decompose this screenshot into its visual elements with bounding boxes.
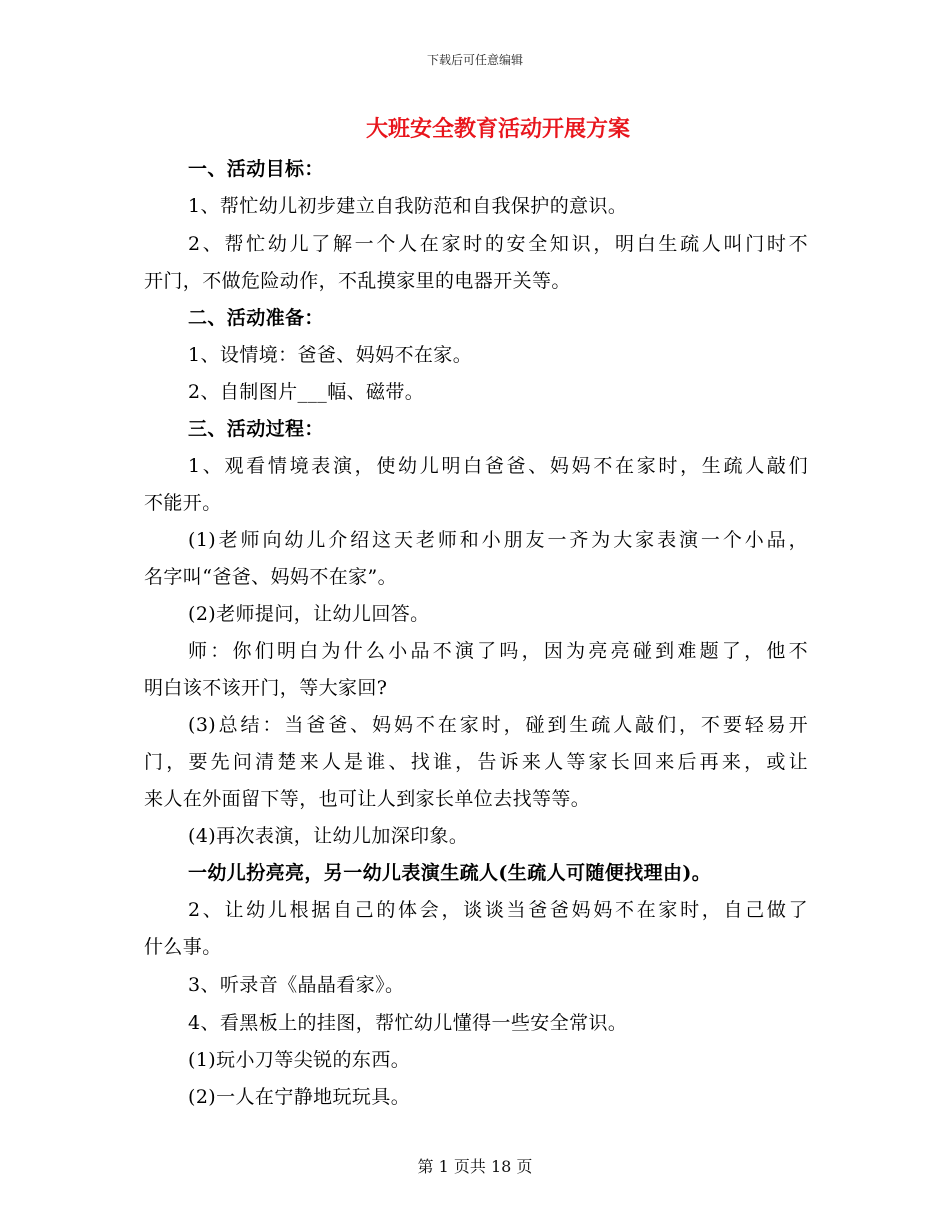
paragraph-line: 开门，不做危险动作，不乱摸家里的电器开关等。 — [144, 270, 571, 292]
paragraph-line: 1、观看情境表演，使幼儿明白爸爸、妈妈不在家时，生疏人敲们 — [188, 455, 808, 477]
paragraph-line: 3、听录音《晶晶看家》。 — [188, 974, 405, 996]
paragraph-line: (1)玩小刀等尖锐的东西。 — [188, 1049, 411, 1071]
paragraph-line: 2、自制图片___幅、磁带。 — [188, 381, 425, 403]
paragraph-line: 2、让幼儿根据自己的体会，谈谈当爸爸妈妈不在家时，自己做了 — [188, 899, 808, 921]
paragraph-line: (3)总结：当爸爸、妈妈不在家时，碰到生疏人敲们，不要轻易开 — [188, 714, 808, 736]
paragraph-line: 1、帮忙幼儿初步建立自我防范和自我保护的意识。 — [188, 195, 628, 217]
paragraph-line: 名字叫“爸爸、妈妈不在家”。 — [144, 566, 398, 588]
paragraph-line: 师：你们明白为什么小品不演了吗，因为亮亮碰到难题了，他不 — [188, 640, 808, 662]
paragraph-line: 4、看黑板上的挂图，帮忙幼儿懂得一些安全常识。 — [188, 1012, 628, 1034]
paragraph-line: 1、设情境：爸爸、妈妈不在家。 — [188, 344, 473, 366]
page-header-note: 下载后可任意编辑 — [426, 53, 523, 67]
section-heading-goals: 一、活动目标： — [188, 158, 324, 180]
paragraph-line: (2)老师提问，让幼儿回答。 — [188, 603, 430, 625]
paragraph-line-bold: 一幼儿扮亮亮，另一幼儿表演生疏人(生疏人可随便找理由)。 — [188, 862, 712, 884]
paragraph-line: 来人在外面留下等，也可让人到家长单位去找等等。 — [144, 788, 591, 810]
paragraph-line: (1)老师向幼儿介绍这天老师和小朋友一齐为大家表演一个小品， — [188, 529, 808, 551]
paragraph-line: 明白该不该开门，等大家回? — [144, 677, 388, 699]
paragraph-line: 不能开。 — [144, 492, 222, 514]
section-heading-preparation: 二、活动准备： — [188, 307, 324, 329]
document-title: 大班安全教育活动开展方案 — [365, 116, 630, 142]
paragraph-line: (4)再次表演，让幼儿加深印象。 — [188, 825, 469, 847]
paragraph-line: (2)一人在宁静地玩玩具。 — [188, 1086, 411, 1108]
page-footer-number: 第 1 页共 18 页 — [417, 1157, 533, 1176]
section-heading-process: 三、活动过程： — [188, 418, 324, 440]
paragraph-line: 门，要先问清楚来人是谁、找谁，告诉来人等家长回来后再来，或让 — [144, 751, 808, 773]
paragraph-line: 什么事。 — [144, 936, 222, 958]
paragraph-line: 2、帮忙幼儿了解一个人在家时的安全知识，明白生疏人叫门时不 — [188, 233, 808, 255]
